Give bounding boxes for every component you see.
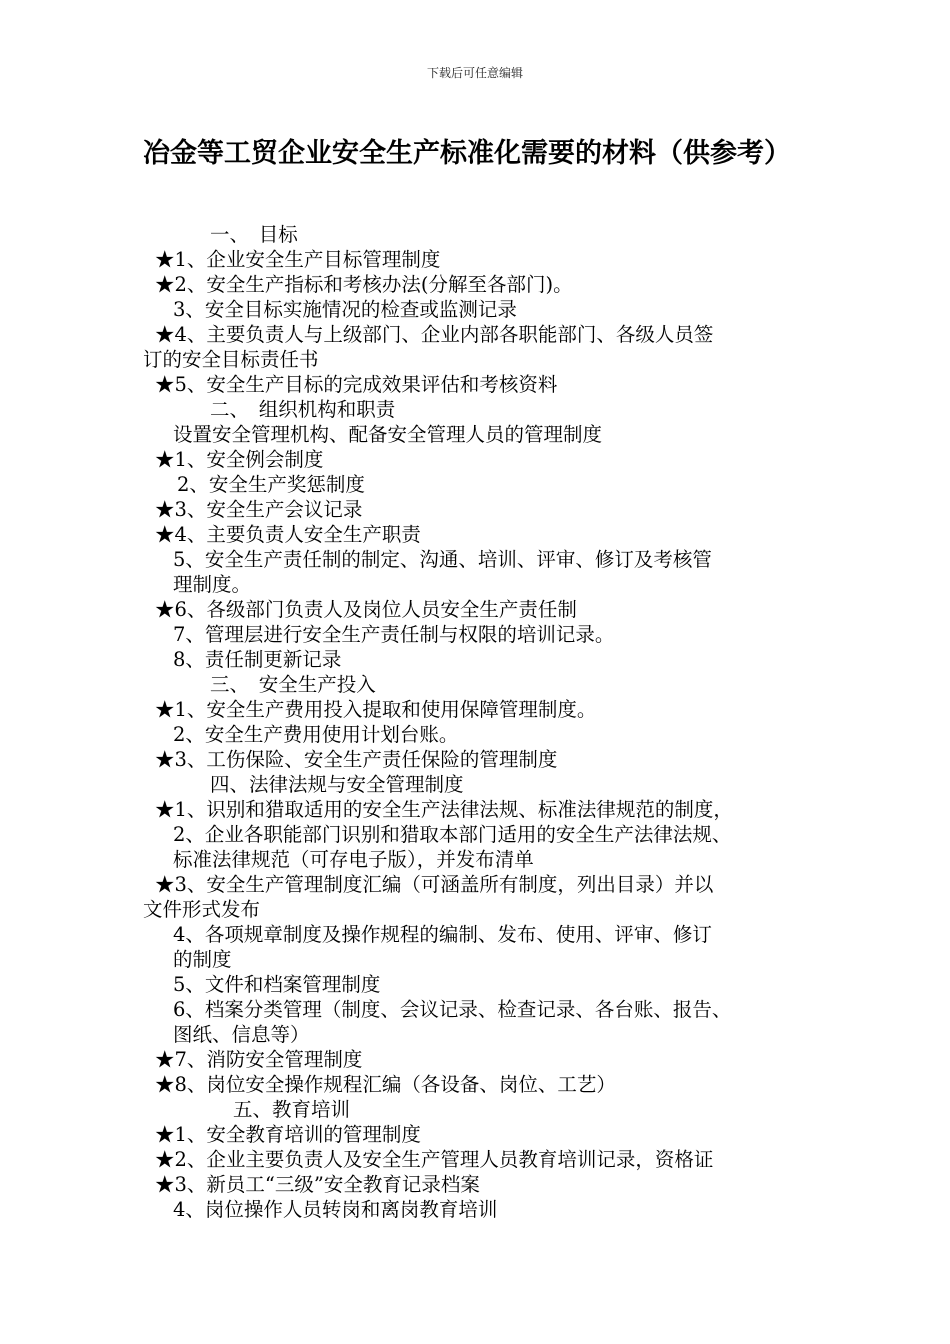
list-item: ★1、安全例会制度	[155, 448, 324, 471]
list-item: ★1、识别和猎取适用的安全生产法律法规、标准法律规范的制度，	[155, 798, 733, 821]
list-item: ★7、消防安全管理制度	[155, 1048, 363, 1071]
list-item-continuation: 的制度	[173, 948, 232, 971]
list-item: 3、安全目标实施情况的检查或监测记录	[173, 298, 517, 321]
list-item: 2、安全生产奖惩制度	[177, 473, 365, 496]
list-item: ★3、安全生产会议记录	[155, 498, 363, 521]
list-item: ★2、安全生产指标和考核办法(分解至各部门)。	[155, 273, 573, 296]
list-item: 5、文件和档案管理制度	[173, 973, 381, 996]
document-title: 冶金等工贸企业安全生产标准化需要的材料（供参考）	[143, 138, 791, 169]
section-heading: 一、 目标	[210, 223, 298, 246]
page-header-note: 下载后可任意编辑	[426, 66, 523, 80]
list-item: ★6、各级部门负责人及岗位人员安全生产责任制	[155, 598, 577, 621]
list-item-continuation: 标准法律规范（可存电子版），并发布清单	[173, 848, 534, 871]
section-heading: 四、法律法规与安全管理制度	[210, 773, 464, 796]
list-item: 设置安全管理机构、配备安全管理人员的管理制度	[173, 423, 603, 446]
list-item-continuation: 理制度。	[173, 573, 252, 596]
list-item: 8、责任制更新记录	[173, 648, 342, 671]
list-item: ★1、安全生产费用投入提取和使用保障管理制度。	[155, 698, 597, 721]
section-heading: 三、 安全生产投入	[210, 673, 376, 696]
list-item: ★1、安全教育培训的管理制度	[155, 1123, 421, 1146]
list-item: ★4、主要负责人与上级部门、企业内部各职能部门、各级人员签	[155, 323, 714, 346]
list-item-continuation: 文件形式发布	[143, 898, 261, 921]
section-heading: 二、 组织机构和职责	[210, 398, 396, 421]
list-item: 4、岗位操作人员转岗和离岗教育培训	[173, 1198, 498, 1221]
list-item: ★3、工伤保险、安全生产责任保险的管理制度	[155, 748, 558, 771]
list-item: 2、企业各职能部门识别和猎取本部门适用的安全生产法律法规、	[173, 823, 732, 846]
list-item: ★1、企业安全生产目标管理制度	[155, 248, 441, 271]
list-item: ★3、新员工“三级”安全教育记录档案	[155, 1173, 480, 1196]
list-item: 6、档案分类管理（制度、会议记录、检查记录、各台账、报告、	[173, 998, 732, 1021]
list-item: ★3、安全生产管理制度汇编（可涵盖所有制度，列出目录）并以	[155, 873, 714, 896]
list-item-continuation: 订的安全目标责任书	[143, 348, 319, 371]
list-item: 4、各项规章制度及操作规程的编制、发布、使用、评审、修订	[173, 923, 712, 946]
list-item: ★2、企业主要负责人及安全生产管理人员教育培训记录，资格证	[155, 1148, 714, 1171]
list-item: 2、安全生产费用使用计划台账。	[173, 723, 459, 746]
list-item: ★5、安全生产目标的完成效果评估和考核资料	[155, 373, 558, 396]
list-item: ★8、岗位安全操作规程汇编（各设备、岗位、工艺）	[155, 1073, 616, 1096]
section-heading: 五、教育培训	[233, 1098, 351, 1121]
list-item-continuation: 图纸、信息等）	[173, 1023, 310, 1046]
list-item: ★4、主要负责人安全生产职责	[155, 523, 421, 546]
list-item: 5、安全生产责任制的制定、沟通、培训、评审、修订及考核管	[173, 548, 712, 571]
list-item: 7、管理层进行安全生产责任制与权限的培训记录。	[173, 623, 615, 646]
